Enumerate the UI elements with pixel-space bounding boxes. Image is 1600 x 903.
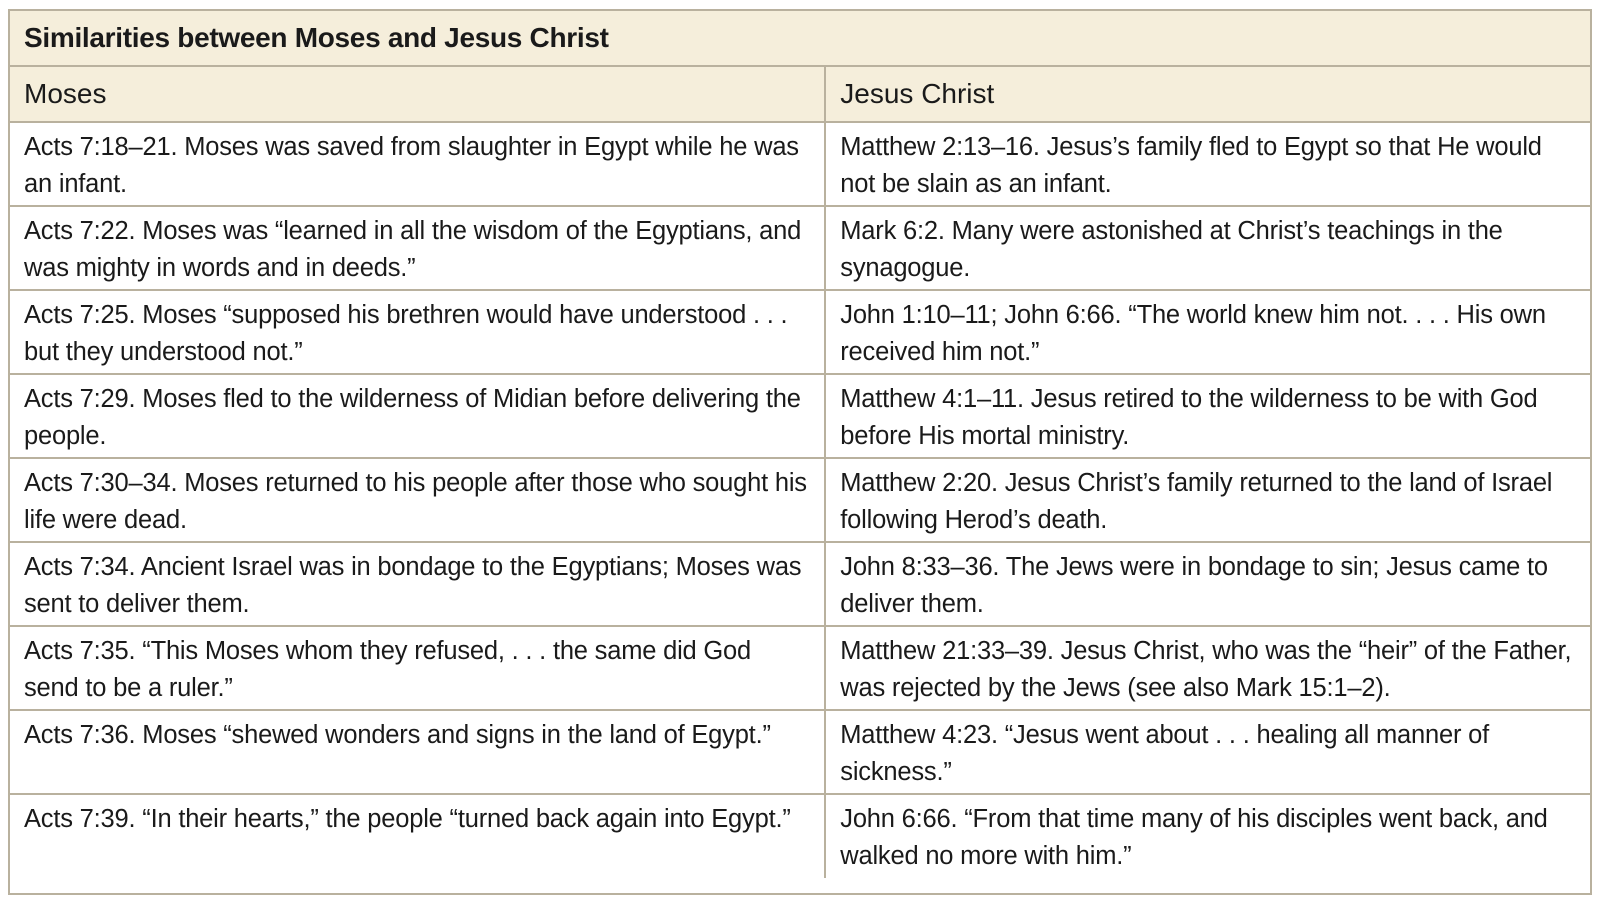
moses-cell: Acts 7:30–34. Moses returned to his people after those who sought his life were dead. [10,458,825,542]
column-header-jesus-christ: Jesus Christ [825,67,1590,122]
table-row [10,710,1590,794]
table-row [10,206,1590,290]
table-row [10,122,1590,206]
table-row [10,290,1590,374]
table-row [10,374,1590,458]
column-header-moses: Moses [10,67,825,122]
moses-cell: Acts 7:22. Moses was “learned in all the wisdom of the Egyptians, and was mighty in words and in deeds.” [10,206,825,290]
table-title: Similarities between Moses and Jesus Christ [10,11,1590,67]
jesus-cell: Matthew 4:23. “Jesus went about . . . healing all manner of sickness.” [825,710,1590,794]
jesus-cell: Matthew 2:20. Jesus Christ’s family returned to the land of Israel following Herod’s death. [825,458,1590,542]
table-row [10,794,1590,878]
jesus-cell: John 1:10–11; John 6:66. “The world knew him not. . . . His own received him not.” [825,290,1590,374]
moses-cell: Acts 7:39. “In their hearts,” the people “turned back again into Egypt.” [24,805,791,833]
jesus-cell: Mark 6:2. Many were astonished at Christ’s teachings in the synagogue. [825,206,1590,290]
jesus-cell: John 6:66. “From that time many of his disciples went back, and walked no more with him.” [825,794,1590,878]
jesus-cell: Matthew 21:33–39. Jesus Christ, who was the “heir” of the Father, was rejected by the Jews (see also Mark 15:1–2). [825,626,1590,710]
jesus-cell: Matthew 2:13–16. Jesus’s family fled to Egypt so that He would not be slain as an infant. [825,122,1590,206]
moses-cell: Acts 7:25. Moses “supposed his brethren would have understood . . . but they understood not.” [10,290,825,374]
moses-cell: Acts 7:36. Moses “shewed wonders and signs in the land of Egypt.” [10,710,825,794]
jesus-cell: Matthew 4:1–11. Jesus retired to the wilderness to be with God before His mortal ministry. [825,374,1590,458]
table-row [10,458,1590,542]
table-row [10,542,1590,626]
header-row [10,67,1590,122]
comparison-table-frame [8,9,1592,895]
moses-cell: Acts 7:35. “This Moses whom they refused, . . . the same did God send to be a ruler.” [10,626,825,710]
moses-cell: Acts 7:18–21. Moses was saved from slaughter in Egypt while he was an infant. [10,122,825,206]
comparison-table [10,67,1590,878]
moses-cell: Acts 7:29. Moses fled to the wilderness of Midian before delivering the people. [10,374,825,458]
moses-cell: Acts 7:34. Ancient Israel was in bondage to the Egyptians; Moses was sent to deliver them. [10,542,825,626]
table-row [10,626,1590,710]
jesus-cell: John 8:33–36. The Jews were in bondage to sin; Jesus came to deliver them. [825,542,1590,626]
